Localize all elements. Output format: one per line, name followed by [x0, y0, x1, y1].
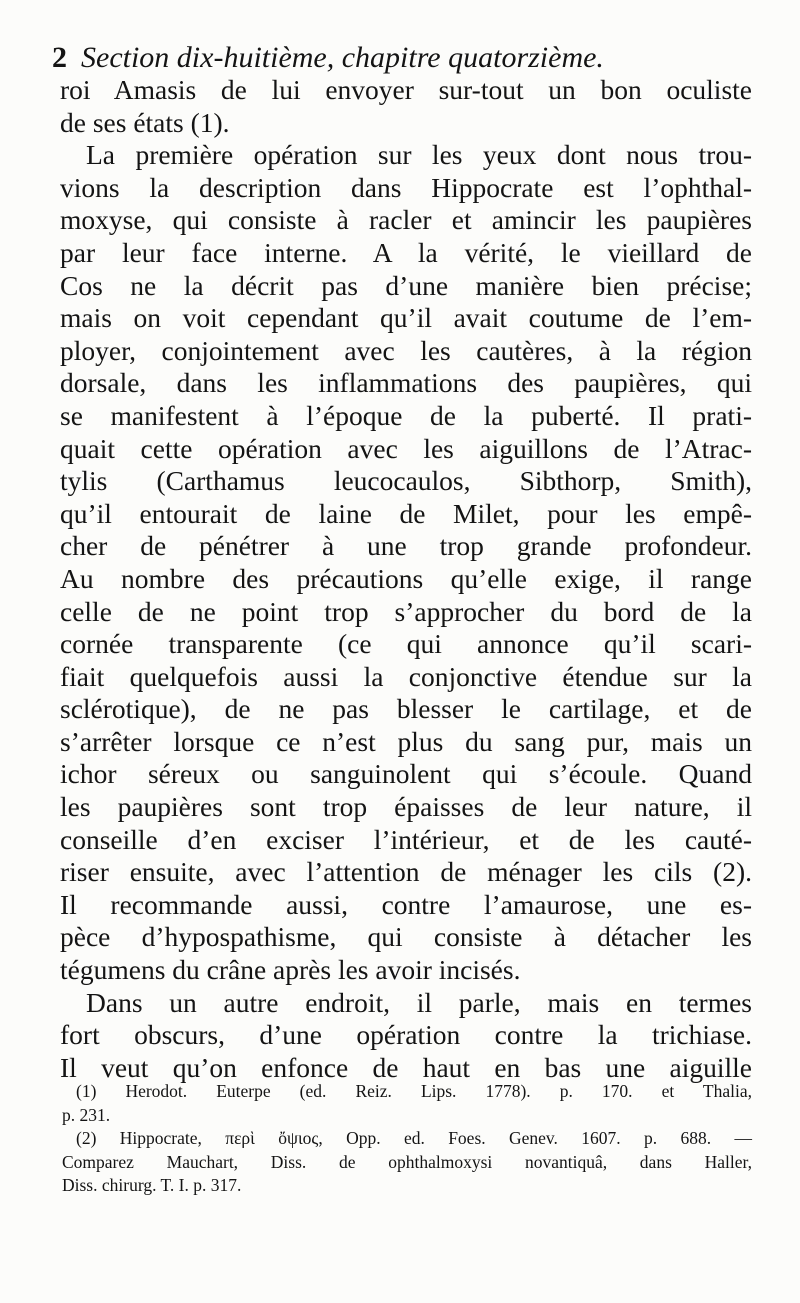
text-line: vions la description dans Hippocrate est l’ophthal-	[60, 171, 752, 203]
text-line: ichor séreux ou sanguinolent qui s’écoule. Quand	[60, 758, 752, 790]
text-line: fiait quelquefois aussi la conjonctive étendue sur la	[60, 660, 752, 692]
text-line: Dans un autre endroit, il parle, mais en termes	[86, 986, 752, 1018]
footnote-line: Diss. chirurg. T. I. p. 317.	[62, 1175, 242, 1195]
text-line: par leur face interne. A la vérité, le vieillard de	[60, 236, 752, 268]
text-line: roi Amasis de lui envoyer sur-tout un bon oculiste	[60, 74, 752, 105]
footnotes	[62, 1080, 752, 1198]
text-line: de ses états (1).	[60, 106, 230, 138]
footnote-line: p. 231.	[62, 1104, 111, 1125]
text-line: se manifestent à l’époque de la puberté. Il prati-	[60, 399, 752, 431]
running-header	[52, 38, 752, 78]
text-line: sclérotique), de ne pas blesser le cartilage, et de	[60, 693, 752, 725]
text-line: pèce d’hypospathisme, qui consiste à détacher les	[60, 921, 752, 953]
page-number: 2	[52, 41, 67, 74]
text-line: Cos ne la décrit pas d’une manière bien précise;	[60, 269, 752, 301]
text-line: dorsale, dans les inflammations des paupières, qui	[60, 367, 752, 399]
footnote-line: (2) Hippocrate, περὶ ὄψιος, Opp. ed. Foes. Genev. 1607. p. 688. —	[76, 1128, 752, 1148]
text-line: conseille d’en exciser l’intérieur, et de les cauté-	[60, 823, 752, 855]
text-line: quait cette opération avec les aiguillons de l’Atrac-	[60, 432, 752, 464]
footnote-line: Comparez Mauchart, Diss. de ophthalmoxysi novantiquâ, dans Haller,	[62, 1151, 752, 1172]
text-line: fort obscurs, d’une opération contre la trichiase.	[60, 1019, 752, 1051]
text-line: Au nombre des précautions qu’elle exige, il range	[60, 562, 752, 594]
text-line: riser ensuite, avec l’attention de ménager les cils (2).	[60, 856, 752, 888]
text-line: s’arrêter lorsque ce n’est plus du sang pur, mais un	[60, 725, 752, 757]
text-line: Il veut qu’on enfonce de haut en bas une aiguille	[60, 1051, 752, 1083]
text-line: moxyse, qui consiste à racler et amincir les paupières	[60, 204, 752, 236]
text-line: celle de ne point trop s’approcher du bord de la	[60, 595, 752, 627]
running-title: Section dix-huitième, chapitre quatorzième.	[81, 41, 604, 74]
text-line: les paupières sont trop épaisses de leur nature, il	[60, 791, 752, 823]
text-line: cher de pénétrer à une trop grande profondeur.	[60, 530, 752, 562]
text-line: ployer, conjointement avec les cautères, à la région	[60, 334, 752, 366]
footnote-line: (1) Herodot. Euterpe (ed. Reiz. Lips. 1778). p. 170. et Thalia,	[76, 1081, 752, 1101]
text-line: tégumens du crâne après les avoir incisés.	[60, 954, 521, 986]
text-line: Il recommande aussi, contre l’amaurose, une es-	[60, 888, 752, 920]
text-line: tylis (Carthamus leucocaulos, Sibthorp, Smith),	[60, 465, 752, 497]
text-line: cornée transparente (ce qui annonce qu’il scari-	[60, 628, 752, 660]
text-line: La première opération sur les yeux dont nous trou-	[86, 139, 752, 171]
text-line: mais on voit cependant qu’il avait coutume de l’em-	[60, 302, 752, 334]
body-text	[60, 74, 752, 1084]
text-line: qu’il entourait de laine de Milet, pour les empê-	[60, 497, 752, 529]
